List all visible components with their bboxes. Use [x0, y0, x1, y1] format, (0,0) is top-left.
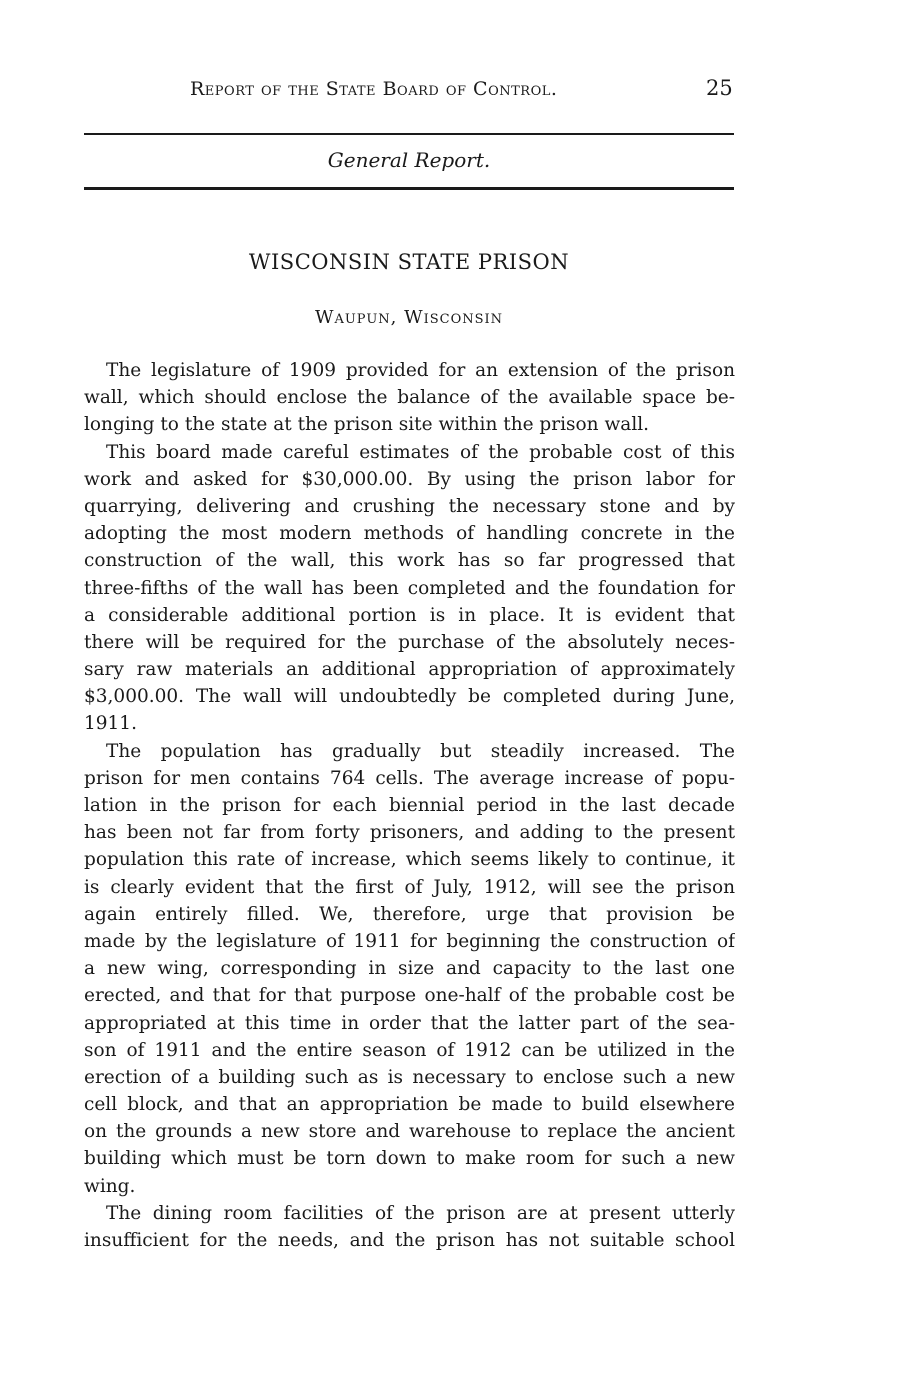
text-line: again entirely filled. We, therefore, urge that provision be — [84, 903, 735, 925]
text-line: lation in the prison for each biennial period in the last decade — [84, 795, 735, 816]
text-line: on the grounds a new store and warehouse to replace the ancient — [84, 1121, 735, 1143]
article-location: Waupun, Wisconsin — [314, 307, 504, 328]
text-line: The dining room facilities of the prison are at present utterly — [106, 1202, 735, 1224]
text-line: sary raw materials an additional appropriation of approximately — [84, 659, 735, 681]
text-line: work and asked for $30,000.00. By using the prison labor for — [84, 468, 735, 490]
text-line: erection of a building such as is necessary to enclose such a new — [84, 1066, 735, 1088]
text-line: there will be required for the purchase of the absolutely neces- — [84, 631, 735, 653]
text-line: construction of the wall, this work has so far progressed that — [84, 550, 735, 572]
text-line: The legislature of 1909 provided for an extension of the prison — [106, 360, 735, 381]
text-line: three-fifths of the wall has been completed and the foundation for — [84, 577, 735, 599]
text-line: wing. — [84, 1175, 136, 1197]
section-label: General Report. — [327, 148, 491, 172]
text-line: a new wing, corresponding in size and capacity to the last one — [84, 958, 735, 980]
text-line: population this rate of increase, which seems likely to continue, it — [84, 849, 735, 871]
running-head: Report of the State Board of Control. — [190, 78, 558, 100]
text-line: quarrying, delivering and crushing the necessary stone and by — [84, 495, 735, 517]
article-title: WISCONSIN STATE PRISON — [248, 250, 570, 274]
text-line: has been not far from forty prisoners, and adding to the present — [84, 822, 735, 844]
text-line: wall, which should enclose the balance of the available space be- — [84, 387, 735, 409]
text-line: son of 1911 and the entire season of 1912 can be utilized in the — [84, 1039, 735, 1061]
text-line: adopting the most modern methods of handling concrete in the — [84, 523, 735, 545]
text-line: a considerable additional portion is in place. It is evident that — [84, 604, 735, 626]
text-line: appropriated at this time in order that the latter part of the sea- — [84, 1012, 735, 1034]
header-rule-top — [84, 133, 734, 135]
text-line: The population has gradually but steadily increased. The — [106, 740, 735, 762]
text-line: $3,000.00. The wall will undoubtedly be completed during June, — [84, 686, 735, 708]
header-rule-bottom — [84, 187, 734, 190]
text-line: 1911. — [84, 713, 137, 735]
page-number: 25 — [706, 76, 733, 100]
text-line: is clearly evident that the first of July, 1912, will see the prison — [84, 876, 735, 898]
text-line: insufficient for the needs, and the prison has not suitable school — [84, 1230, 735, 1251]
text-line: prison for men contains 764 cells. The average increase of popu- — [84, 767, 735, 789]
text-line: erected, and that for that purpose one-half of the probable cost be — [84, 985, 735, 1007]
article-body — [84, 357, 735, 1254]
text-line: made by the legislature of 1911 for beginning the construction of — [84, 930, 735, 952]
text-line: This board made careful estimates of the probable cost of this — [106, 441, 735, 463]
text-line: longing to the state at the prison site within the prison wall. — [84, 414, 650, 436]
text-line: cell block, and that an appropriation be made to build elsewhere — [84, 1094, 735, 1116]
text-line: building which must be torn down to make room for such a new — [84, 1148, 735, 1170]
